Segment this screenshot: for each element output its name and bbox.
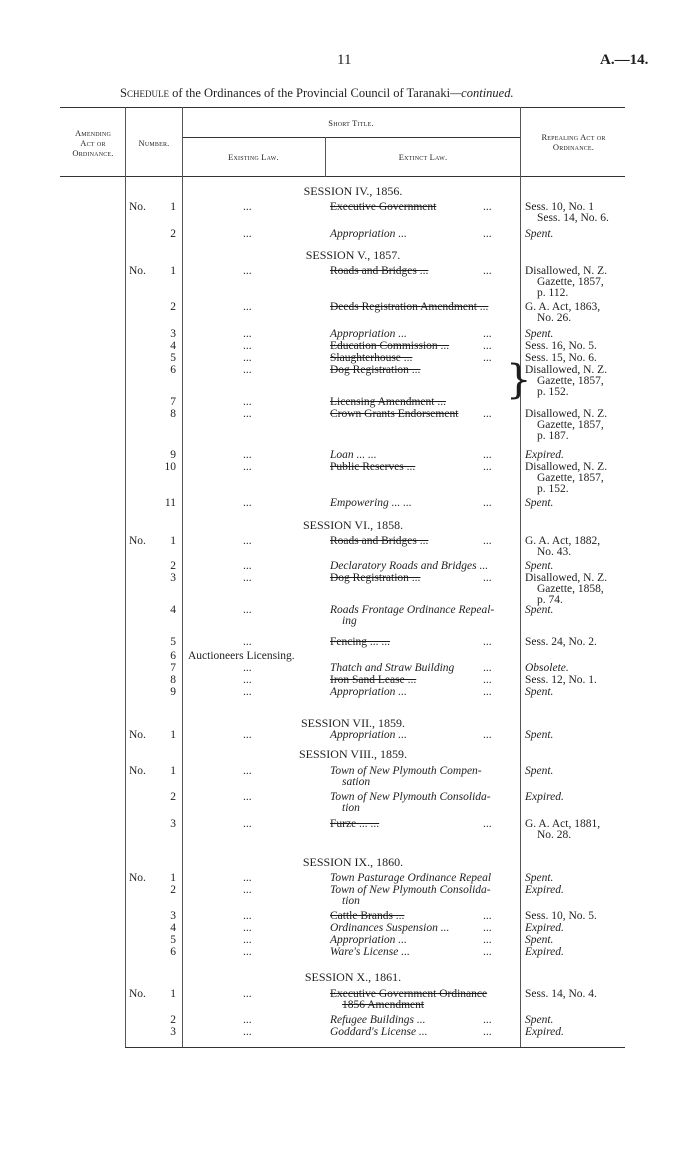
extinct-law-title-cont: tion [342, 895, 360, 908]
row-number: 6 [170, 650, 176, 662]
repealing-act: Sess. 16, No. 5. [525, 340, 597, 352]
extinct-law-title: Goddard's License ... [330, 1026, 428, 1038]
table-row [0, 265, 700, 300]
repealing-act: Sess. 12, No. 1. [525, 674, 597, 686]
table-row [0, 201, 700, 225]
extinct-law-title: Roads and Bridges ... [330, 265, 429, 277]
existing-law-leader: ... [243, 636, 252, 648]
repealing-act: Expired. [525, 946, 564, 958]
header-extinct: Extinct Law. [398, 152, 448, 162]
session-heading: SESSION IX., 1860. [302, 855, 404, 869]
row-number: 2 [170, 884, 176, 896]
extinct-law-leader: ... [483, 818, 492, 830]
table-row [0, 461, 700, 496]
repealing-act: p. 112. [537, 287, 569, 300]
repealing-act: Expired. [525, 884, 564, 896]
extinct-law-title: Ware's License ... [330, 946, 410, 958]
existing-law-leader: ... [243, 364, 252, 376]
repealing-act: Disallowed, N. Z. [525, 461, 608, 473]
extinct-law-leader: ... [483, 265, 492, 277]
row-number: 11 [164, 497, 176, 509]
row-number: 4 [170, 604, 176, 616]
table-row [0, 572, 700, 607]
existing-law-leader: ... [243, 988, 252, 1000]
table-row [0, 535, 700, 559]
existing-law-leader: ... [243, 1026, 252, 1038]
existing-law-leader: ... [243, 791, 252, 803]
table-row [0, 408, 700, 443]
extinct-law-title: Executive Government [330, 201, 437, 213]
extinct-law-title: Ordinances Suspension ... [330, 922, 450, 934]
row-number: 10 [164, 461, 176, 473]
row-number: 2 [170, 301, 176, 313]
row-number: 5 [170, 934, 176, 946]
row-number: 5 [170, 352, 176, 364]
extinct-law-title: Town of New Plymouth Consolida- [330, 884, 491, 896]
table-row [0, 364, 700, 399]
extinct-law-title: Dog Registration ... [330, 572, 421, 584]
row-number: 1 [170, 729, 176, 741]
extinct-law-leader: ... [483, 922, 492, 934]
session-heading: SESSION VII., 1859. [300, 716, 406, 730]
row-number: 2 [170, 1014, 176, 1026]
extinct-law-title: Loan ... ... [330, 449, 377, 461]
existing-law-leader: ... [243, 662, 252, 674]
row-number: 7 [170, 396, 176, 408]
existing-law-leader: ... [243, 765, 252, 777]
repealing-act: Gazette, 1857, [537, 375, 604, 388]
extinct-law-title: Appropriation ... [330, 328, 407, 340]
existing-law-leader: ... [243, 686, 252, 698]
repealing-act: Sess. 14, No. 6. [537, 212, 609, 225]
extinct-law-title-cont: ing [342, 615, 357, 628]
table-row [0, 765, 700, 789]
extinct-law-title: Crown Grants Endorsement [330, 408, 459, 420]
session-heading: SESSION VIII., 1859. [298, 747, 408, 761]
repealing-act: No. 43. [537, 546, 572, 559]
brace-mark: } [506, 357, 532, 403]
row-no-label: No. [129, 201, 146, 213]
header-short-title: Short Title. [328, 118, 374, 128]
existing-law-leader: ... [243, 674, 252, 686]
extinct-law-title: Appropriation ... [330, 729, 407, 741]
row-number: 1 [170, 872, 176, 884]
existing-law-leader: ... [243, 449, 252, 461]
existing-law-leader: ... [243, 872, 252, 884]
extinct-law-title: Appropriation ... [330, 686, 407, 698]
repealing-act: G. A. Act, 1881, [525, 818, 601, 830]
header-repealing-2: Ordinance. [552, 142, 595, 152]
row-number: 9 [170, 449, 176, 461]
extinct-law-leader: ... [483, 497, 492, 509]
extinct-law-title: Fencing ... ... [330, 636, 391, 648]
repealing-act: Sess. 10, No. 5. [525, 910, 597, 922]
page-reference: A.—14. [600, 52, 649, 68]
extinct-law-leader: ... [483, 662, 492, 674]
existing-law-leader: ... [243, 201, 252, 213]
existing-law-leader: ... [243, 228, 252, 240]
repealing-act: Gazette, 1858, [537, 583, 604, 596]
repealing-act: Disallowed, N. Z. [525, 572, 608, 584]
repealing-act: Expired. [525, 922, 564, 934]
extinct-law-leader: ... [483, 1026, 492, 1038]
existing-law-leader: ... [243, 328, 252, 340]
repealing-act: p. 152. [537, 386, 569, 399]
existing-law-leader: ... [243, 461, 252, 473]
row-number: 9 [170, 686, 176, 698]
existing-law-leader: ... [243, 604, 252, 616]
row-number: 5 [170, 636, 176, 648]
extinct-law-leader: ... [483, 572, 492, 584]
row-number: 4 [170, 922, 176, 934]
row-no-label: No. [129, 988, 146, 1000]
extinct-law-leader: ... [483, 729, 492, 741]
table-row [0, 946, 700, 960]
table-row [0, 988, 700, 1012]
row-number: 2 [170, 228, 176, 240]
extinct-law-title: Appropriation ... [330, 934, 407, 946]
repealing-act: Spent. [525, 729, 554, 741]
session-heading: SESSION V., 1857. [305, 248, 401, 262]
extinct-law-leader: ... [483, 201, 492, 213]
existing-law-leader: ... [243, 572, 252, 584]
extinct-law-leader: ... [483, 408, 492, 420]
existing-law-title: Auctioneers Licensing. [188, 650, 295, 662]
extinct-law-title: Empowering ... ... [330, 497, 412, 509]
row-no-label: No. [129, 729, 146, 741]
extinct-law-title: Education Commission ... [330, 340, 450, 352]
existing-law-leader: ... [243, 934, 252, 946]
repealing-act: Spent. [525, 1014, 554, 1026]
row-number: 2 [170, 560, 176, 572]
extinct-law-title: Iron Sand Lease ... [330, 674, 417, 686]
extinct-law-title: Executive Government Ordinance [330, 988, 488, 1000]
row-number: 3 [170, 1026, 176, 1038]
existing-law-leader: ... [243, 340, 252, 352]
row-number: 8 [170, 674, 176, 686]
row-no-label: No. [129, 535, 146, 547]
repealing-act: Sess. 24, No. 2. [525, 636, 597, 648]
extinct-law-leader: ... [483, 449, 492, 461]
row-number: 2 [170, 791, 176, 803]
table-row [0, 1026, 700, 1040]
row-number: 1 [170, 201, 176, 213]
table-row [0, 729, 700, 743]
extinct-law-title: Deeds Registration Amendment ... [330, 301, 489, 313]
row-no-label: No. [129, 265, 146, 277]
header-existing: Existing Law. [228, 152, 279, 162]
table-row [0, 228, 700, 242]
session-heading: SESSION X., 1861. [304, 970, 402, 984]
table-row [0, 301, 700, 325]
repealing-act: G. A. Act, 1863, [525, 301, 601, 313]
row-number: 7 [170, 662, 176, 674]
extinct-law-leader: ... [483, 674, 492, 686]
existing-law-leader: ... [243, 1014, 252, 1026]
extinct-law-title: Slaughterhouse ... [330, 352, 413, 364]
session-heading: SESSION IV., 1856. [303, 184, 403, 198]
existing-law-leader: ... [243, 910, 252, 922]
table-row [0, 818, 700, 842]
table-row [0, 636, 700, 650]
repealing-act: G. A. Act, 1882, [525, 535, 601, 547]
extinct-law-title-cont: sation [342, 776, 371, 789]
extinct-law-leader: ... [483, 946, 492, 958]
header-amending-3: Ordinance. [72, 148, 114, 158]
table-row [0, 497, 700, 511]
repealing-act: Disallowed, N. Z. [525, 265, 608, 277]
repealing-act: Disallowed, N. Z. [525, 364, 608, 376]
repealing-act: Spent. [525, 328, 554, 340]
header-repealing [522, 132, 625, 152]
short-title-rule [182, 137, 520, 138]
extinct-law-leader: ... [483, 910, 492, 922]
repealing-act: Expired. [525, 791, 564, 803]
repealing-act: p. 74. [537, 594, 563, 607]
row-number: 3 [170, 818, 176, 830]
existing-law-leader: ... [243, 560, 252, 572]
row-number: 6 [170, 364, 176, 376]
extinct-law-leader: ... [483, 686, 492, 698]
extinct-law-leader: ... [483, 1014, 492, 1026]
repealing-act: Gazette, 1857, [537, 276, 604, 289]
extinct-law-title: Town Pasturage Ordinance Repeal [330, 872, 492, 884]
existing-law-leader: ... [243, 818, 252, 830]
table-bottom-rule [125, 1047, 625, 1048]
extinct-law-title: Roads Frontage Ordinance Repeal- [330, 604, 495, 616]
header-amending [62, 128, 124, 158]
existing-law-leader: ... [243, 922, 252, 934]
row-number: 8 [170, 408, 176, 420]
repealing-act: Expired. [525, 1026, 564, 1038]
repealing-act: Spent. [525, 934, 554, 946]
extinct-law-title: Appropriation ... [330, 228, 407, 240]
extinct-law-title: Refugee Buildings ... [330, 1014, 426, 1026]
extinct-law-title: Furze ... ... [330, 818, 380, 830]
extinct-law-title-cont: 1856 Amendment [342, 999, 425, 1012]
table-row [0, 604, 700, 628]
extinct-law-title: Cattle Brands ... [330, 910, 405, 922]
row-number: 1 [170, 988, 176, 1000]
schedule-title [120, 86, 514, 101]
repealing-act: Sess. 14, No. 4. [525, 988, 597, 1000]
extinct-law-leader: ... [483, 934, 492, 946]
extinct-law-title: Declaratory Roads and Bridges ... [330, 560, 489, 572]
existing-law-leader: ... [243, 535, 252, 547]
row-number: 3 [170, 328, 176, 340]
extinct-law-leader: ... [483, 636, 492, 648]
extinct-law-title: Licensing Amendment ... [330, 396, 446, 408]
repealing-act: Sess. 10, No. 1 [525, 201, 595, 213]
repealing-act: Spent. [525, 497, 554, 509]
row-no-label: No. [129, 872, 146, 884]
row-number: 3 [170, 910, 176, 922]
repealing-act: Disallowed, N. Z. [525, 408, 608, 420]
row-number: 1 [170, 535, 176, 547]
extinct-law-leader: ... [483, 535, 492, 547]
extinct-law-title: Town of New Plymouth Consolida- [330, 791, 491, 803]
repealing-act: Spent. [525, 686, 554, 698]
extinct-law-leader: ... [483, 461, 492, 473]
repealing-act: Expired. [525, 449, 564, 461]
title-text: of the Ordinances of the Provincial Council of Taranaki [172, 86, 451, 100]
header-number: Number. [138, 138, 170, 148]
table-row [0, 884, 700, 908]
repealing-act: Spent. [525, 228, 554, 240]
row-number: 4 [170, 340, 176, 352]
extinct-law-title-cont: tion [342, 802, 360, 815]
existing-law-leader: ... [243, 408, 252, 420]
repealing-act: Spent. [525, 872, 554, 884]
row-no-label: No. [129, 765, 146, 777]
existing-law-leader: ... [243, 265, 252, 277]
header-top-rule [60, 107, 625, 108]
repealing-act: Spent. [525, 604, 554, 616]
page-number: 11 [337, 52, 352, 68]
existing-law-leader: ... [243, 884, 252, 896]
existing-law-leader: ... [243, 396, 252, 408]
extinct-law-leader: ... [483, 352, 492, 364]
header-bottom-rule [60, 176, 625, 177]
existing-law-leader: ... [243, 352, 252, 364]
extinct-law-leader: ... [483, 340, 492, 352]
extinct-law-title: Thatch and Straw Building [330, 662, 455, 674]
extinct-law-title: Public Reserves ... [330, 461, 416, 473]
repealing-act: p. 187. [537, 430, 569, 443]
header-amending-2: Act or [80, 138, 106, 148]
repealing-act: Obsolete. [525, 662, 569, 674]
existing-law-leader: ... [243, 301, 252, 313]
existing-law-leader: ... [243, 729, 252, 741]
repealing-act: Sess. 15, No. 6. [525, 352, 597, 364]
title-continued: —continued. [450, 86, 514, 100]
repealing-act: Spent. [525, 765, 554, 777]
extinct-law-title: Dog Registration ... [330, 364, 421, 376]
extinct-law-title: Town of New Plymouth Compen- [330, 765, 482, 777]
title-lead: Schedule [120, 86, 169, 100]
existing-law-leader: ... [243, 946, 252, 958]
existing-law-leader: ... [243, 497, 252, 509]
table-row [0, 686, 700, 700]
extinct-law-leader: ... [483, 228, 492, 240]
row-number: 1 [170, 265, 176, 277]
table-row [0, 791, 700, 815]
header-amending-1: Amending [74, 128, 112, 138]
repealing-act: Gazette, 1857, [537, 419, 604, 432]
repealing-act: No. 28. [537, 829, 572, 842]
extinct-law-title: Roads and Bridges ... [330, 535, 429, 547]
row-number: 3 [170, 572, 176, 584]
repealing-act: Spent. [525, 560, 554, 572]
row-number: 1 [170, 765, 176, 777]
repealing-act: No. 26. [537, 312, 572, 325]
repealing-act: Gazette, 1857, [537, 472, 604, 485]
extinct-law-leader: ... [483, 328, 492, 340]
repealing-act: p. 152. [537, 483, 569, 496]
header-repealing-1: Repealing Act or [541, 132, 606, 142]
row-number: 6 [170, 946, 176, 958]
session-heading: SESSION VI., 1858. [302, 518, 404, 532]
